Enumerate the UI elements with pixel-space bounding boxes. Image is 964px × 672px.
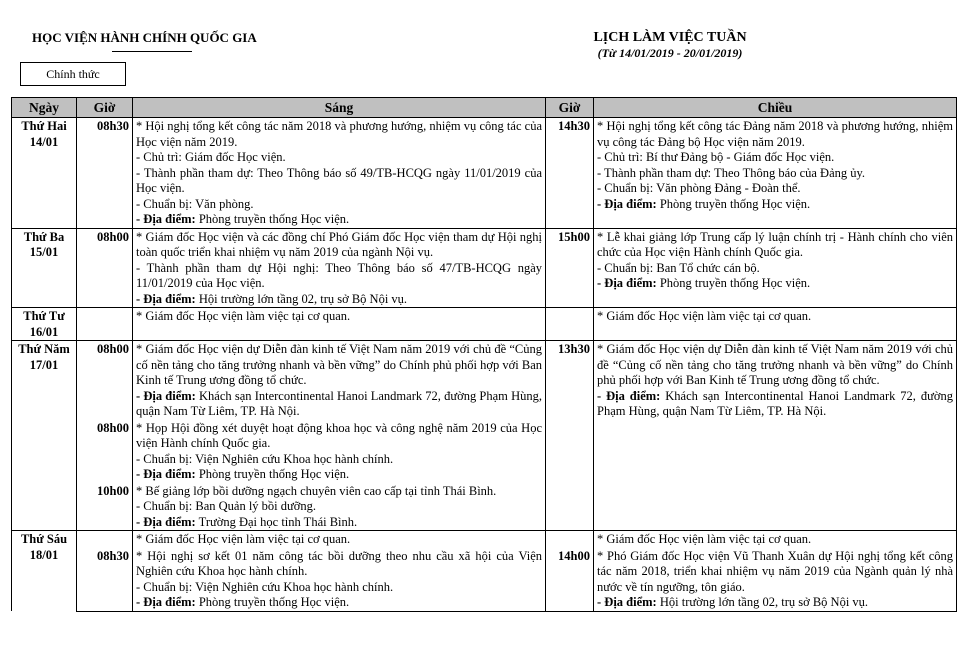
afternoon-time (546, 483, 594, 531)
day-name: Thứ Sáu (20, 532, 68, 546)
afternoon-event-title: * Phó Giám đốc Học viện Vũ Thanh Xuân dự Hội nghị tổng kết công tác năm 2018, triển khai nhiệm vụ năm 2019 của Ngành quản lý nhà nước về tín ngưỡng, tôn giáo. (597, 548, 953, 594)
morning-time (77, 531, 133, 548)
afternoon-event-detail: - Chuẩn bị: Ban Tổ chức cán bộ. (597, 260, 760, 275)
table-row (12, 483, 957, 531)
morning-time (77, 308, 133, 341)
location-label: - Địa điểm: (136, 514, 196, 529)
location-label: - Địa điểm: (597, 276, 657, 290)
morning-event-detail: - Chuẩn bị: Văn phòng. (136, 196, 254, 211)
morning-cell (133, 531, 546, 548)
morning-time: 08h00 (77, 228, 133, 308)
afternoon-cell (594, 483, 957, 531)
col-afternoon-header: Chiều (594, 98, 957, 118)
morning-event-location: - Địa điểm: Phòng truyền thống Học viện. (136, 595, 350, 609)
table-row (12, 531, 957, 548)
location-label: - Địa điểm: (136, 212, 196, 226)
afternoon-event-title: * Giám đốc Học viện làm việc tại cơ quan. (597, 532, 812, 546)
location-label: - Địa điểm: (597, 388, 661, 403)
morning-event-location: - Địa điểm: Hội trường lớn tầng 02, trụ sở Bộ Nội vụ. (136, 291, 408, 306)
col-day-header: Ngày (12, 98, 77, 118)
morning-event-title: * Giám đốc Học viện và các đồng chí Phó Giám đốc Học viện tham dự Hội nghị toàn quốc triển khai nhiệm vụ năm 2019 của ngành Nội vụ. (136, 229, 542, 259)
table-header-row (12, 98, 957, 118)
day-date: 16/01 (29, 324, 59, 339)
day-cell (12, 118, 77, 229)
morning-cell (133, 308, 546, 341)
location-label: - Địa điểm: (136, 595, 196, 609)
morning-cell (133, 341, 546, 420)
afternoon-event-title: * Lễ khai giảng lớp Trung cấp lý luận chính trị - Hành chính cho viên chức của Học viện Hành chính Quốc gia. (597, 229, 953, 259)
morning-cell (133, 548, 546, 612)
afternoon-time: 15h00 (546, 228, 594, 308)
day-name: Thứ Hai (21, 119, 67, 133)
location-label: - Địa điểm: (136, 467, 196, 481)
table-row (12, 228, 957, 308)
table-row (12, 420, 957, 483)
day-cell (12, 341, 77, 531)
schedule-body (12, 118, 957, 612)
org-underline (112, 51, 192, 52)
afternoon-event-location: - Địa điểm: Phòng truyền thống Học viện. (597, 196, 811, 211)
afternoon-time (546, 420, 594, 483)
schedule-title: LỊCH LÀM VIỆC TUẦN (593, 30, 747, 45)
morning-event-location: - Địa điểm: Phòng truyền thống Học viện. (136, 467, 350, 481)
morning-time: 08h00 (77, 420, 133, 483)
day-cell (12, 228, 77, 308)
day-cell (12, 308, 77, 341)
afternoon-event-location: - Địa điểm: Hội trường lớn tầng 02, trụ sở Bộ Nội vụ. (597, 595, 869, 609)
afternoon-event-title: * Giám đốc Học viện làm việc tại cơ quan. (597, 309, 812, 323)
afternoon-cell (594, 420, 957, 483)
afternoon-event-title: * Giám đốc Học viện dự Diễn đàn kinh tế Việt Nam năm 2019 với chủ đề “Củng cố nền tảng cho tăng trưởng nhanh và bền vững” do Chính phủ phối hợp với Ban Kinh tế Trung ương đồng tổ chức. (597, 342, 953, 387)
col-time-am-header: Giờ (77, 98, 133, 118)
col-morning-header: Sáng (133, 98, 546, 118)
morning-event-detail: - Chuẩn bị: Ban Quản lý bồi dưỡng. (136, 499, 317, 513)
day-name: Thứ Ba (23, 229, 65, 244)
location-label: - Địa điểm: (136, 388, 196, 403)
location-label: - Địa điểm: (597, 595, 657, 609)
morning-event-detail: - Chủ trì: Giám đốc Học viện. (136, 150, 286, 164)
table-row (12, 308, 957, 341)
afternoon-time (546, 531, 594, 548)
afternoon-time (546, 308, 594, 341)
location-label: - Địa điểm: (597, 196, 657, 211)
morning-event-title: * Hội nghị tổng kết công tác năm 2018 và phương hướng, nhiệm vụ công tác của Học viện năm 2019. (136, 119, 542, 149)
afternoon-event-location: - Địa điểm: Phòng truyền thống Học viện. (597, 276, 811, 290)
morning-cell (133, 118, 546, 229)
morning-event-location: - Địa điểm: Trường Đại học tỉnh Thái Bình. (136, 514, 358, 529)
afternoon-cell (594, 548, 957, 612)
day-cell (12, 531, 77, 612)
afternoon-event-detail: - Chuẩn bị: Văn phòng Đảng - Đoàn thể. (597, 181, 801, 195)
afternoon-event-location: - Địa điểm: Khách sạn Intercontinental Hanoi Landmark 72, đường Phạm Hùng, quận Nam Từ Liêm, TP. Hà Nội. (597, 388, 953, 418)
schedule-heading (540, 30, 800, 61)
afternoon-event-detail: - Thành phần tham dự: Theo Thông báo của Đảng ủy. (597, 165, 866, 180)
morning-event-title: * Giám đốc Học viện dự Diễn đàn kinh tế Việt Nam năm 2019 với chủ đề “Củng cố nền tảng cho tăng trưởng nhanh và bền vững” do Chính phủ phối hợp với Ban Kinh tế Trung ương đồng tổ chức. (136, 342, 542, 387)
afternoon-cell (594, 228, 957, 308)
afternoon-time: 13h30 (546, 341, 594, 420)
org-name: HỌC VIỆN HÀNH CHÍNH QUỐC GIA (32, 30, 257, 45)
day-date: 18/01 (29, 547, 59, 562)
day-date: 14/01 (29, 134, 59, 149)
day-name: Thứ Năm (18, 342, 70, 356)
morning-time: 08h30 (77, 118, 133, 229)
afternoon-event-detail: - Chủ trì: Bí thư Đảng bộ - Giám đốc Học viện. (597, 150, 835, 164)
schedule-table (11, 97, 957, 612)
day-date: 15/01 (29, 245, 59, 259)
table-row (12, 341, 957, 420)
morning-event-title: * Giám đốc Học viện làm việc tại cơ quan. (136, 532, 351, 546)
afternoon-cell (594, 118, 957, 229)
date-range: (Từ 14/01/2019 - 20/01/2019) (597, 46, 743, 60)
day-name: Thứ Tư (23, 309, 65, 323)
morning-event-title: * Hội nghị sơ kết 01 năm công tác bồi dưỡng theo nhu cầu xã hội của Viện Nghiên cứu Khoa học hành chính. (136, 548, 542, 578)
morning-event-location: - Địa điểm: Phòng truyền thống Học viện. (136, 212, 350, 226)
morning-event-title: * Giám đốc Học viện làm việc tại cơ quan. (136, 309, 351, 323)
afternoon-event-title: * Hội nghị tổng kết công tác Đảng năm 2018 và phương hướng, nhiệm vụ công tác Đảng bộ Học viện năm 2019. (597, 119, 953, 149)
table-row (12, 118, 957, 229)
afternoon-cell (594, 531, 957, 548)
morning-event-title: * Bế giảng lớp bồi dưỡng ngạch chuyên viên cao cấp tại tỉnh Thái Bình. (136, 483, 497, 498)
morning-time: 10h00 (77, 483, 133, 531)
morning-time: 08h30 (77, 548, 133, 612)
morning-time: 08h00 (77, 341, 133, 420)
day-date: 17/01 (29, 357, 59, 372)
location-label: - Địa điểm: (136, 291, 196, 306)
morning-event-title: * Họp Hội đồng xét duyệt hoạt động khoa học và công nghệ năm 2019 của Học viện Hành chính Quốc gia. (136, 420, 542, 450)
morning-event-detail: - Thành phần tham dự: Theo Thông báo số 49/TB-HCQG ngày 11/01/2019 của Học viện. (136, 165, 542, 195)
morning-event-detail: - Chuẩn bị: Viện Nghiên cứu Khoa học hành chính. (136, 579, 394, 594)
morning-cell (133, 228, 546, 308)
afternoon-time: 14h00 (546, 548, 594, 612)
morning-cell (133, 420, 546, 483)
table-row (12, 548, 957, 612)
morning-cell (133, 483, 546, 531)
afternoon-time: 14h30 (546, 118, 594, 229)
status-badge: Chính thức (20, 62, 126, 86)
col-time-pm-header: Giờ (546, 98, 594, 118)
morning-event-detail: - Thành phần tham dự Hội nghị: Theo Thông báo số 47/TB-HCQG ngày 11/01/2019 của Học viện. (136, 260, 542, 290)
morning-event-location: - Địa điểm: Khách sạn Intercontinental Hanoi Landmark 72, đường Phạm Hùng, quận Nam Từ Liêm, TP. Hà Nội. (136, 388, 542, 418)
afternoon-cell (594, 341, 957, 420)
afternoon-cell (594, 308, 957, 341)
morning-event-detail: - Chuẩn bị: Viện Nghiên cứu Khoa học hành chính. (136, 451, 394, 466)
